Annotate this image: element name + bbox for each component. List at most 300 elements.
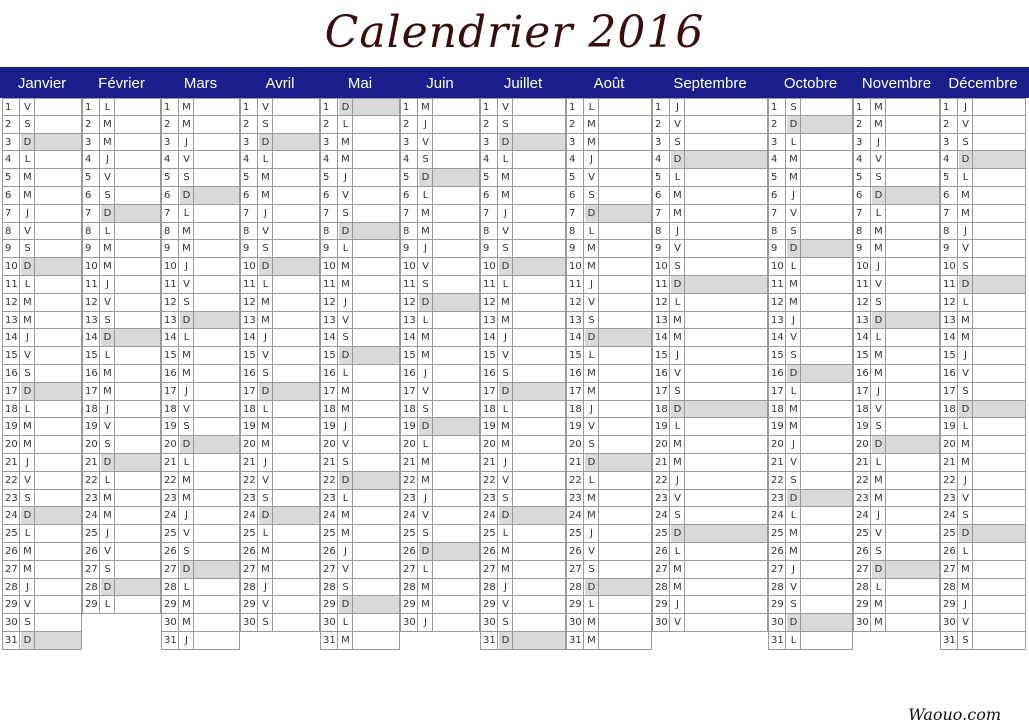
day-cell [400,507,480,525]
weekday-letter: J [585,276,599,293]
day-number: 21 [3,454,20,471]
day-cell [853,507,940,525]
month-name-0: Janvier [17,75,67,92]
day-cell [940,507,1026,525]
day-number: 14 [481,329,498,346]
note-space [973,436,1025,453]
weekday-letter: M [180,240,194,257]
note-space [886,454,939,471]
weekday-letter: M [101,507,115,524]
note-space [35,454,81,471]
day-number: 4 [769,151,786,168]
day-number: 28 [3,579,20,596]
note-space [685,276,767,293]
note-space [115,436,160,453]
day-number: 24 [401,507,418,524]
note-space [801,347,852,364]
day-number: 25 [481,525,498,542]
day-cell [161,98,240,116]
weekday-letter: M [419,205,433,222]
day-number: 22 [653,472,670,489]
day-number: 28 [567,579,584,596]
weekday-letter: L [585,347,599,364]
note-space [273,525,319,542]
weekday-letter: V [671,614,685,631]
day-number: 12 [241,294,258,311]
weekday-letter: M [101,258,115,275]
day-cell [161,116,240,134]
note-space [433,543,479,560]
weekday-letter: M [339,383,353,400]
month-column [652,98,768,650]
day-number: 29 [401,596,418,613]
note-space [35,525,81,542]
note-space [194,490,239,507]
day-number: 25 [162,525,179,542]
weekday-letter: L [101,223,115,240]
day-cell [940,365,1026,383]
note-space [973,258,1025,275]
weekday-letter: M [101,383,115,400]
day-number: 6 [401,187,418,204]
day-cell [652,472,768,490]
weekday-letter: D [671,151,685,168]
note-space [685,134,767,151]
weekday-letter: L [339,116,353,133]
weekday-letter: M [959,205,973,222]
day-cell [652,258,768,276]
day-cell [240,543,320,561]
day-cell [2,347,82,365]
day-number: 17 [481,383,498,400]
day-number: 21 [162,454,179,471]
day-cell [2,454,82,472]
note-space [115,365,160,382]
day-cell [768,561,853,579]
weekday-letter: S [959,258,973,275]
note-space [599,454,651,471]
note-space [353,436,399,453]
note-space [433,312,479,329]
day-cell [161,223,240,241]
day-number: 28 [481,579,498,596]
weekday-letter: D [959,525,973,542]
day-cell [240,276,320,294]
note-space [273,294,319,311]
note-space [35,579,81,596]
note-space [973,99,1025,115]
note-space [973,365,1025,382]
day-cell [161,365,240,383]
day-number: 21 [83,454,100,471]
day-number: 29 [241,596,258,613]
weekday-letter: V [21,223,35,240]
day-number: 9 [854,240,871,257]
day-number: 21 [653,454,670,471]
note-space [115,383,160,400]
day-cell [320,525,400,543]
note-space [35,507,81,524]
weekday-letter: J [419,614,433,631]
day-cell [161,472,240,490]
note-space [115,276,160,293]
note-space [353,401,399,418]
note-space [433,418,479,435]
note-space [115,329,160,346]
day-number: 24 [321,507,338,524]
day-number: 8 [653,223,670,240]
day-number: 28 [321,579,338,596]
day-cell [82,205,161,223]
day-cell [161,507,240,525]
day-cell [2,258,82,276]
weekday-letter: D [339,596,353,613]
note-space [685,507,767,524]
day-number: 29 [769,596,786,613]
day-number: 17 [162,383,179,400]
day-cell [768,134,853,152]
month-name-9: Octobre [783,75,838,92]
day-number: 15 [401,347,418,364]
note-space [801,169,852,186]
day-number: 23 [83,490,100,507]
weekday-letter: D [585,579,599,596]
day-number: 16 [162,365,179,382]
note-space [194,276,239,293]
note-space [353,365,399,382]
day-number: 9 [3,240,20,257]
day-cell [2,561,82,579]
weekday-letter: L [101,99,115,115]
weekday-letter: D [671,525,685,542]
note-space [273,543,319,560]
note-space [513,240,565,257]
day-number: 21 [481,454,498,471]
day-cell [240,187,320,205]
day-cell [940,205,1026,223]
weekday-letter: J [585,525,599,542]
day-cell [566,632,652,650]
day-number: 5 [769,169,786,186]
day-number: 21 [321,454,338,471]
weekday-letter: M [101,240,115,257]
weekday-letter: M [787,418,801,435]
note-space [35,151,81,168]
weekday-letter: M [21,187,35,204]
note-space [801,329,852,346]
weekday-letter: L [585,99,599,115]
day-number: 18 [321,401,338,418]
day-number: 27 [241,561,258,578]
day-number: 13 [241,312,258,329]
day-cell [82,169,161,187]
note-space [353,151,399,168]
day-number: 16 [401,365,418,382]
note-space [115,258,160,275]
weekday-letter: M [671,312,685,329]
note-space [115,525,160,542]
weekday-letter: M [959,561,973,578]
weekday-letter: J [499,579,513,596]
weekday-letter: L [180,205,194,222]
day-number: 25 [941,525,958,542]
note-space [273,436,319,453]
day-number: 29 [83,596,100,613]
weekday-letter: J [419,365,433,382]
day-cell [400,223,480,241]
weekday-letter: M [259,312,273,329]
note-space [513,276,565,293]
weekday-letter: D [419,418,433,435]
weekday-letter: S [499,116,513,133]
note-space [433,134,479,151]
weekday-letter: S [180,418,194,435]
day-cell [940,525,1026,543]
day-cell [940,347,1026,365]
note-space [685,401,767,418]
day-number: 6 [941,187,958,204]
day-cell [853,169,940,187]
note-space [685,329,767,346]
note-space [513,258,565,275]
note-space [273,365,319,382]
note-space [973,525,1025,542]
day-cell [940,116,1026,134]
day-number: 19 [481,418,498,435]
day-cell [400,490,480,508]
weekday-letter: V [419,383,433,400]
day-number: 31 [567,632,584,649]
day-number: 26 [567,543,584,560]
day-cell [320,151,400,169]
note-space [973,205,1025,222]
weekday-letter: V [872,525,886,542]
note-space [194,134,239,151]
day-cell [82,418,161,436]
day-number: 13 [941,312,958,329]
day-cell [566,383,652,401]
weekday-letter: L [671,294,685,311]
day-cell [2,507,82,525]
note-space [433,401,479,418]
note-space [273,99,319,115]
day-number: 21 [769,454,786,471]
day-number: 11 [567,276,584,293]
weekday-letter: L [180,579,194,596]
day-cell [768,436,853,454]
day-cell [853,205,940,223]
note-space [886,365,939,382]
day-number: 8 [241,223,258,240]
day-cell [566,98,652,116]
month-name-7: Août [593,75,625,92]
day-cell [82,116,161,134]
note-space [973,276,1025,293]
day-cell [320,561,400,579]
day-cell [480,151,566,169]
day-cell [940,98,1026,116]
weekday-letter: M [872,596,886,613]
day-cell [853,525,940,543]
note-space [115,454,160,471]
day-cell [853,383,940,401]
weekday-letter: D [21,507,35,524]
day-number: 25 [3,525,20,542]
day-number: 20 [854,436,871,453]
note-space [194,223,239,240]
weekday-letter: S [259,116,273,133]
day-cell [2,383,82,401]
weekday-letter: V [872,151,886,168]
weekday-letter: D [21,258,35,275]
day-cell [2,312,82,330]
day-number: 2 [401,116,418,133]
day-cell [400,276,480,294]
day-cell [652,98,768,116]
day-cell [566,134,652,152]
weekday-letter: D [787,490,801,507]
day-cell [652,383,768,401]
day-number: 2 [3,116,20,133]
weekday-letter: M [959,187,973,204]
day-number: 15 [321,347,338,364]
weekday-letter: S [499,614,513,631]
weekday-letter: V [585,543,599,560]
day-number: 13 [162,312,179,329]
weekday-letter: J [959,347,973,364]
note-space [886,525,939,542]
day-number: 10 [481,258,498,275]
note-space [35,365,81,382]
day-number: 29 [941,596,958,613]
day-number: 28 [854,579,871,596]
note-space [513,525,565,542]
weekday-letter: V [872,401,886,418]
day-number: 5 [83,169,100,186]
month-name-11: Décembre [948,75,1018,92]
weekday-letter: D [21,632,35,649]
note-space [973,169,1025,186]
weekday-letter: D [259,383,273,400]
day-number: 12 [83,294,100,311]
day-number: 29 [567,596,584,613]
day-cell [480,98,566,116]
day-cell [320,347,400,365]
note-space [273,507,319,524]
weekday-letter: M [787,169,801,186]
day-cell [161,579,240,597]
weekday-letter: L [671,169,685,186]
note-space [353,240,399,257]
note-space [513,205,565,222]
day-number: 27 [854,561,871,578]
month-column [853,98,940,650]
day-number: 9 [567,240,584,257]
day-cell [320,614,400,632]
day-cell [652,507,768,525]
day-cell [240,596,320,614]
weekday-letter: D [671,276,685,293]
weekday-letter: J [671,99,685,115]
day-number: 26 [162,543,179,560]
day-number: 25 [241,525,258,542]
weekday-letter: J [872,507,886,524]
day-cell [400,614,480,632]
note-space [801,99,852,115]
weekday-letter: M [585,614,599,631]
day-number: 7 [769,205,786,222]
note-space [973,579,1025,596]
day-number: 4 [401,151,418,168]
note-space [886,507,939,524]
weekday-letter: J [180,383,194,400]
note-space [973,116,1025,133]
day-cell [652,614,768,632]
note-space [194,187,239,204]
day-number: 7 [854,205,871,222]
day-number: 15 [3,347,20,364]
day-cell [940,187,1026,205]
day-number: 19 [769,418,786,435]
day-cell [320,205,400,223]
day-number: 19 [241,418,258,435]
day-cell [940,614,1026,632]
weekday-letter: S [259,614,273,631]
day-number: 2 [481,116,498,133]
weekday-letter: M [339,632,353,649]
note-space [513,329,565,346]
day-cell [240,98,320,116]
weekday-letter: J [419,490,433,507]
note-space [599,418,651,435]
day-number: 17 [769,383,786,400]
note-space [513,294,565,311]
day-number: 6 [854,187,871,204]
day-cell [82,329,161,347]
note-space [886,490,939,507]
day-cell [161,401,240,419]
day-number: 18 [567,401,584,418]
day-number: 10 [321,258,338,275]
weekday-letter: S [499,240,513,257]
note-space [886,579,939,596]
day-cell [480,329,566,347]
note-space [353,418,399,435]
month-column [161,98,240,650]
day-number: 31 [481,632,498,649]
day-cell [82,223,161,241]
day-cell [768,401,853,419]
note-space [685,240,767,257]
note-space [801,383,852,400]
day-cell [768,543,853,561]
calendar-title: Calendrier 2016 [324,7,705,58]
weekday-letter: L [101,472,115,489]
day-cell [240,507,320,525]
weekday-letter: L [419,436,433,453]
note-space [886,240,939,257]
day-cell [320,454,400,472]
note-space [513,561,565,578]
day-number: 25 [83,525,100,542]
weekday-letter: D [180,187,194,204]
day-number: 13 [321,312,338,329]
note-space [801,187,852,204]
day-cell [768,151,853,169]
day-number: 30 [321,614,338,631]
weekday-letter: M [180,223,194,240]
day-cell [652,223,768,241]
